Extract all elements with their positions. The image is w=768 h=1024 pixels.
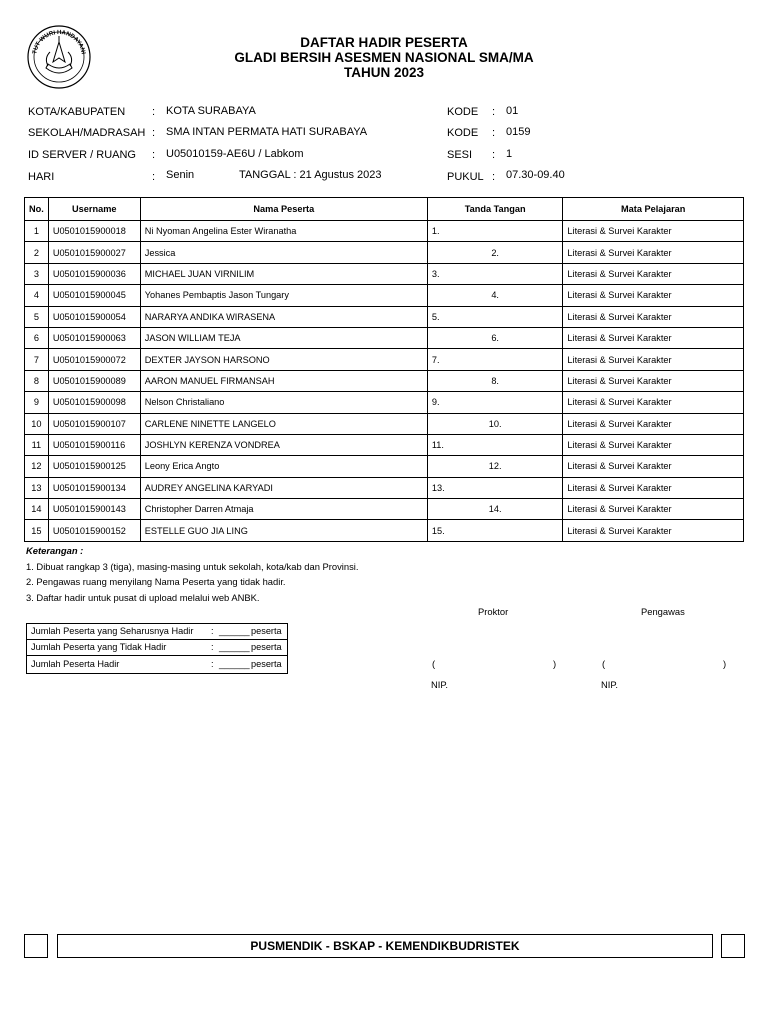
header-no: No.: [25, 198, 49, 221]
kode2-value: 0159: [506, 126, 531, 138]
cell-nama: ESTELLE GUO JIA LING: [140, 520, 427, 541]
server-label: ID SERVER / RUANG: [28, 149, 136, 161]
cell-nama: Ni Nyoman Angelina Ester Wiranatha: [140, 221, 427, 242]
sesi-value: 1: [506, 148, 513, 160]
cell-nama: Nelson Christaliano: [140, 392, 427, 413]
cell-no: 1: [25, 221, 49, 242]
cell-nama: Leony Erica Angto: [140, 456, 427, 477]
sesi-label: SESI: [447, 149, 473, 161]
cell-username: U0501015900045: [48, 285, 140, 306]
cell-nama: DEXTER JAYSON HARSONO: [140, 349, 427, 370]
colon: :: [492, 149, 496, 161]
kota-label: KOTA/KABUPATEN: [28, 106, 126, 118]
header-tanda-tangan: Tanda Tangan: [427, 198, 563, 221]
table-body: [25, 221, 744, 542]
table-row: [25, 477, 744, 498]
table-row: [25, 499, 744, 520]
colon: :: [492, 106, 496, 118]
table-row: [25, 221, 744, 242]
cell-tanda-tangan: 7.: [427, 349, 563, 370]
cell-tanda-tangan: 3.: [427, 263, 563, 284]
cell-username: U0501015900107: [48, 413, 140, 434]
kode1-label: KODE: [447, 106, 479, 118]
cell-username: U0501015900116: [48, 434, 140, 455]
title-line-2: GLADI BERSIH ASESMEN NASIONAL SMA/MA: [234, 50, 534, 65]
proktor-label: Proktor: [478, 606, 509, 617]
cell-nama: Jessica: [140, 242, 427, 263]
table-row: [25, 263, 744, 284]
summary-label: Jumlah Peserta Hadir: [31, 659, 120, 669]
cell-username: U0501015900036: [48, 263, 140, 284]
summary-row: [27, 624, 287, 640]
colon: :: [492, 171, 496, 183]
cell-nama: Yohanes Pembaptis Jason Tungary: [140, 285, 427, 306]
cell-username: U0501015900027: [48, 242, 140, 263]
pengawas-close-paren: ): [723, 658, 727, 669]
pukul-label: PUKUL: [447, 171, 484, 183]
cell-tanda-tangan: 2.: [427, 242, 563, 263]
sekolah-label: SEKOLAH/MADRASAH: [28, 127, 146, 139]
summary-box: [26, 623, 288, 674]
pukul-value: 07.30-09.40: [506, 169, 565, 181]
table-row: [25, 285, 744, 306]
cell-no: 7: [25, 349, 49, 370]
cell-tanda-tangan: 14.: [427, 499, 563, 520]
cell-username: U0501015900018: [48, 221, 140, 242]
cell-mata-pelajaran: Literasi & Survei Karakter: [563, 263, 744, 284]
cell-no: 11: [25, 434, 49, 455]
hari-value: Senin: [166, 169, 195, 181]
cell-username: U0501015900143: [48, 499, 140, 520]
cell-tanda-tangan: 1.: [427, 221, 563, 242]
cell-mata-pelajaran: Literasi & Survei Karakter: [563, 370, 744, 391]
colon: :: [152, 171, 156, 183]
cell-no: 15: [25, 520, 49, 541]
cell-username: U0501015900089: [48, 370, 140, 391]
cell-mata-pelajaran: Literasi & Survei Karakter: [563, 242, 744, 263]
summary-label: Jumlah Peserta yang Seharusnya Hadir: [31, 626, 194, 636]
cell-tanda-tangan: 5.: [427, 306, 563, 327]
table-row: [25, 413, 744, 434]
table-row: [25, 520, 744, 541]
colon: :: [152, 127, 156, 139]
table-row: [25, 242, 744, 263]
table-row: [25, 327, 744, 348]
cell-no: 9: [25, 392, 49, 413]
summary-label: Jumlah Peserta yang Tidak Hadir: [31, 642, 167, 652]
cell-nama: JASON WILLIAM TEJA: [140, 327, 427, 348]
proktor-open-paren: (: [432, 658, 436, 669]
cell-mata-pelajaran: Literasi & Survei Karakter: [563, 349, 744, 370]
tanggal-text: TANGGAL : 21 Agustus 2023: [239, 169, 382, 181]
cell-mata-pelajaran: Literasi & Survei Karakter: [563, 221, 744, 242]
cell-nama: JOSHLYN KERENZA VONDREA: [140, 434, 427, 455]
cell-tanda-tangan: 6.: [427, 327, 563, 348]
cell-mata-pelajaran: Literasi & Survei Karakter: [563, 456, 744, 477]
cell-username: U0501015900134: [48, 477, 140, 498]
kota-value: KOTA SURABAYA: [166, 105, 256, 117]
colon: :: [492, 127, 496, 139]
logo-text: TUT WURI HANDAYANI: [32, 29, 86, 55]
cell-tanda-tangan: 10.: [427, 413, 563, 434]
colon: :: [152, 106, 156, 118]
cell-username: U0501015900063: [48, 327, 140, 348]
table-header-row: [25, 198, 744, 221]
cell-no: 13: [25, 477, 49, 498]
cell-nama: CARLENE NINETTE LANGELO: [140, 413, 427, 434]
cell-mata-pelajaran: Literasi & Survei Karakter: [563, 306, 744, 327]
summary-blank: ______: [219, 659, 250, 669]
table-row: [25, 349, 744, 370]
cell-no: 2: [25, 242, 49, 263]
cell-no: 8: [25, 370, 49, 391]
colon: :: [152, 149, 156, 161]
cell-username: U0501015900125: [48, 456, 140, 477]
table-row: [25, 306, 744, 327]
cell-username: U0501015900072: [48, 349, 140, 370]
cell-mata-pelajaran: Literasi & Survei Karakter: [563, 413, 744, 434]
cell-nama: MICHAEL JUAN VIRNILIM: [140, 263, 427, 284]
cell-nama: NARARYA ANDIKA WIRASENA: [140, 306, 427, 327]
note-item: 2. Pengawas ruang menyilang Nama Peserta yang tidak hadir.: [26, 576, 286, 587]
cell-no: 14: [25, 499, 49, 520]
summary-colon: :: [211, 659, 214, 669]
cell-tanda-tangan: 11.: [427, 434, 563, 455]
cell-mata-pelajaran: Literasi & Survei Karakter: [563, 327, 744, 348]
table-row: [25, 370, 744, 391]
cell-nama: Christopher Darren Atmaja: [140, 499, 427, 520]
cell-tanda-tangan: 12.: [427, 456, 563, 477]
cell-nama: AUDREY ANGELINA KARYADI: [140, 477, 427, 498]
kode2-label: KODE: [447, 127, 479, 139]
table-row: [25, 434, 744, 455]
footer-left-box: [24, 934, 48, 958]
cell-username: U0501015900098: [48, 392, 140, 413]
cell-tanda-tangan: 4.: [427, 285, 563, 306]
table-row: [25, 456, 744, 477]
summary-colon: :: [211, 642, 214, 652]
summary-row: [27, 656, 287, 673]
tut-wuri-handayani-logo: [26, 24, 92, 90]
cell-username: U0501015900152: [48, 520, 140, 541]
summary-blank: ______: [219, 642, 250, 652]
cell-mata-pelajaran: Literasi & Survei Karakter: [563, 392, 744, 413]
cell-mata-pelajaran: Literasi & Survei Karakter: [563, 434, 744, 455]
title-line-3: TAHUN 2023: [343, 65, 425, 80]
cell-username: U0501015900054: [48, 306, 140, 327]
summary-unit: peserta: [251, 626, 282, 636]
cell-mata-pelajaran: Literasi & Survei Karakter: [563, 520, 744, 541]
pengawas-open-paren: (: [602, 658, 606, 669]
kode1-value: 01: [506, 105, 519, 117]
footer-right-box: [721, 934, 745, 958]
hari-label: HARI: [28, 171, 55, 183]
summary-row: [27, 640, 287, 656]
attendance-table: [24, 197, 744, 542]
note-item: 3. Daftar hadir untuk pusat di upload melalui web ANBK.: [26, 592, 260, 603]
note-item: 1. Dibuat rangkap 3 (tiga), masing-masing untuk sekolah, kota/kab dan Provinsi.: [26, 561, 359, 572]
proktor-close-paren: ): [553, 658, 557, 669]
cell-nama: AARON MANUEL FIRMANSAH: [140, 370, 427, 391]
cell-mata-pelajaran: Literasi & Survei Karakter: [563, 499, 744, 520]
cell-tanda-tangan: 15.: [427, 520, 563, 541]
header-nama: Nama Peserta: [140, 198, 427, 221]
notes-title: Keterangan :: [26, 545, 84, 556]
server-value: U05010159-AE6U / Labkom: [166, 148, 304, 160]
pengawas-nip: NIP.: [601, 679, 619, 690]
summary-colon: :: [211, 626, 214, 636]
cell-mata-pelajaran: Literasi & Survei Karakter: [563, 477, 744, 498]
cell-tanda-tangan: 9.: [427, 392, 563, 413]
cell-no: 3: [25, 263, 49, 284]
table-row: [25, 392, 744, 413]
title-line-1: DAFTAR HADIR PESERTA: [300, 35, 468, 50]
cell-no: 5: [25, 306, 49, 327]
header-username: Username: [48, 198, 140, 221]
pengawas-label: Pengawas: [641, 606, 685, 617]
footer-banner: PUSMENDIK - BSKAP - KEMENDIKBUDRISTEK: [57, 934, 713, 958]
summary-blank: ______: [219, 626, 250, 636]
cell-no: 12: [25, 456, 49, 477]
cell-no: 6: [25, 327, 49, 348]
cell-tanda-tangan: 8.: [427, 370, 563, 391]
proktor-nip: NIP.: [431, 679, 449, 690]
summary-unit: peserta: [251, 642, 282, 652]
cell-tanda-tangan: 13.: [427, 477, 563, 498]
cell-mata-pelajaran: Literasi & Survei Karakter: [563, 285, 744, 306]
header-mata-pelajaran: Mata Pelajaran: [563, 198, 744, 221]
cell-no: 10: [25, 413, 49, 434]
summary-unit: peserta: [251, 659, 282, 669]
cell-no: 4: [25, 285, 49, 306]
sekolah-value: SMA INTAN PERMATA HATI SURABAYA: [166, 126, 368, 138]
